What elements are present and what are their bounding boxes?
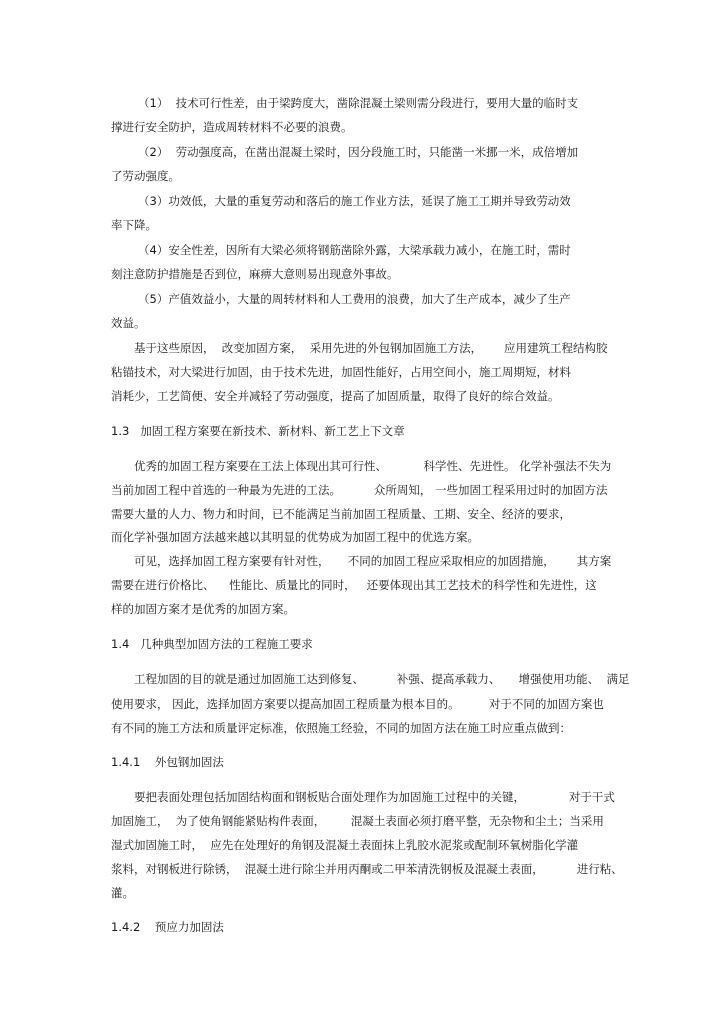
list-item-line: 撑进行安全防护，造成周转材料不必要的浪费。 — [111, 120, 353, 134]
subsection-heading: 1.4.2 预应力加固法 — [111, 920, 224, 934]
list-item-line: 刻注意防护措施是否到位，麻痹大意则易出现意外事故。 — [111, 267, 399, 281]
paragraph-line: 可见，选择加固工程方案要有针对性， 不同的加固工程应采取相应的加固措施， 其方案 — [134, 554, 612, 568]
list-item-line: （5）产值效益小，大量的周转材料和人工费用的浪费，加大了生产成本，减少了生产 — [138, 292, 571, 306]
paragraph-line: 灌。 — [111, 886, 134, 900]
paragraph-line: 当前加固工程中首选的一种最为先进的工法。 众所周知， 一些加固工程采用过时的加固方法 — [111, 483, 608, 497]
paragraph-line: 加固施工， 为了使角钢能紧贴构件表面， 混凝土表面必须打磨平整，无杂物和尘土；当采用 — [111, 814, 604, 828]
list-item-line: （3）功效低，大量的重复劳动和落后的施工作业方法，延误了施工工期并导致劳动效 — [138, 194, 571, 208]
list-item-line: 了劳动强度。 — [111, 169, 180, 183]
list-item-line: 率下降。 — [111, 218, 157, 232]
paragraph-line: 消耗少，工艺简便、安全并减轻了劳动强度，提高了加固质量，取得了良好的综合效益。 — [111, 389, 560, 403]
paragraph-line: 而化学补强加固方法越来越以其明显的优势成为加固工程中的优选方案。 — [111, 530, 479, 544]
paragraph-line: 粘锚技术，对大梁进行加固，由于技术先进，加固性能好，占用空间小，施工周期短，材料 — [111, 365, 571, 379]
paragraph-line: 湿式加固施工时， 应先在处理好的角钢及混凝土表面抹上乳胶水泥浆或配制环氧树脂化学灌 — [111, 838, 579, 852]
paragraph-line: 使用要求， 因此，选择加固方案要以提高加固工程质量为根本目的。 对于不同的加固方案也 — [111, 697, 604, 711]
section-heading: 1.3 加固工程方案要在新技术、新材料、新工艺上下文章 — [111, 424, 405, 438]
list-item-line: （2） 劳动强度高，在凿出混凝土梁时，因分段施工时，只能凿一米挪一米，成倍增加 — [138, 145, 579, 159]
paragraph-line: 要把表面处理包括加固结构面和钢板贴合面处理作为加固施工过程中的关键， 对于干式 — [134, 790, 615, 804]
list-item-line: （1） 技术可行性差，由于梁跨度大，凿除混凝土梁则需分段进行，要用大量的临时支 — [138, 96, 579, 110]
list-item-line: 效益。 — [111, 316, 146, 330]
paragraph-line: 工程加固的目的就是通过加固施工达到修复、 补强、提高承载力、 增强使用功能、 满足 — [134, 672, 630, 686]
list-item-line: （4）安全性差，因所有大梁必须将钢筋凿除外露，大梁承载力减小，在施工时，需时 — [138, 243, 571, 257]
paragraph-line: 需要大量的人力、物力和时间，已不能满足当前加固工程质量、工期、安全、经济的要求， — [111, 507, 571, 521]
paragraph-line: 需要在进行价格比、 性能比、质量比的同时， 还要体现出其工艺技术的科学性和先进性，这 — [111, 578, 597, 592]
paragraph-line: 有不同的施工方法和质量评定标准，依照施工经验，不同的加固方法在施工时应重点做到： — [111, 721, 571, 735]
section-heading: 1.4 几种典型加固方法的工程施工要求 — [111, 637, 313, 651]
paragraph-line: 样的加固方案才是优秀的加固方案。 — [111, 602, 295, 616]
paragraph-line: 优秀的加固工程方案要在工法上体现出其可行性、 科学性、先进性。 化学补强法不失为 — [134, 459, 612, 473]
paragraph-line: 浆料，对钢板进行除锈， 混凝土进行除尘并用丙酮或二甲苯清洗钢板及混凝土表面， 进行粘、 — [111, 862, 623, 876]
paragraph-line: 基于这些原因， 改变加固方案， 采用先进的外包钢加固施工方法， 应用建筑工程结构胶 — [134, 341, 608, 355]
subsection-heading: 1.4.1 外包钢加固法 — [111, 755, 224, 769]
